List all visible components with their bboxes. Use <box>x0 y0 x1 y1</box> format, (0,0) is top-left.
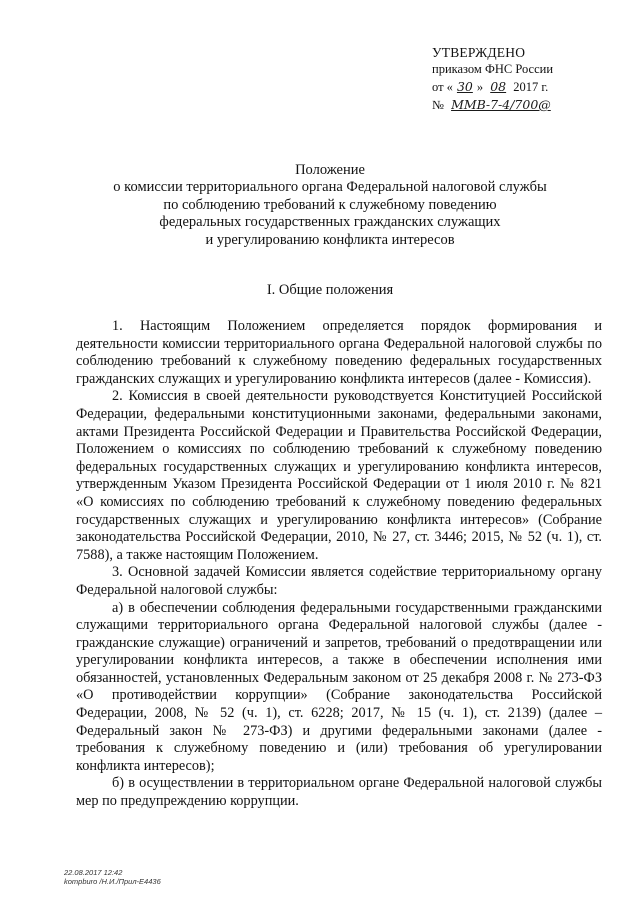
approval-title: УТВЕРЖДЕНО <box>432 45 526 60</box>
paragraph-2: 2. Комиссия в своей деятельности руководствуется Конституцией Российской Федерации, федеральными конституционными законами, федеральными законами, актами Президента Российской Федерации и Правительства Российской Федерации, Положением о комиссиях по соблюдению требований к служебному поведению федеральных государственных служащих и урегулированию конфликта интересов, утвержденным Указом Президента Российской Федерации от 1 июля 2010 г. № 821 «О комиссиях по соблюдению требований к служебному поведению федеральных государственных служащих и урегулированию конфликта интересов» (Собрание законодательства Российской Федерации, 2010, № 27, ст. 3446; 2015, № 52 (ч. 1), ст. 7588), а также настоящим Положением. <box>76 388 602 563</box>
approval-stamp <box>432 44 555 114</box>
title-line-2: о комиссии территориального органа Федеральной налоговой службы <box>113 179 547 196</box>
number-value: ММВ-7-4/700@ <box>451 97 551 112</box>
document-body <box>76 318 602 811</box>
title-line-1: Положение <box>295 162 365 178</box>
section-heading: I. Общие положения <box>266 282 394 298</box>
date-year: 2017 г. <box>513 80 549 94</box>
footer-file: kompburo /Н.И./Прил-Е4436 <box>64 877 161 886</box>
date-sep: » <box>476 80 484 94</box>
paragraph-3: 3. Основной задачей Комиссии является содействие территориальному органу Федеральной налоговой службы: <box>76 564 602 598</box>
date-month: 08 <box>490 79 507 94</box>
title-line-5: и урегулированию конфликта интересов <box>205 231 455 248</box>
title-line-3: по соблюдению требований к служебному поведению <box>163 196 497 213</box>
date-day: 30 <box>456 79 473 94</box>
footer-timestamp: 22.08.2017 12:42 <box>64 868 123 877</box>
date-prefix: от « <box>432 80 453 94</box>
approval-number <box>432 96 555 114</box>
approval-date <box>432 78 555 96</box>
title-line-4: федеральных государственных гражданских служащих <box>159 214 501 231</box>
print-footer <box>64 868 161 886</box>
paragraph-1: 1. Настоящим Положением определяется порядок формирования и деятельности комиссии территориального органа Федеральной налоговой службы по соблюдению требований к служебному поведению федеральных государственных гражданских служащих и урегулированию конфликта интересов (далее - Комиссия). <box>76 318 602 387</box>
paragraph-3a: а) в обеспечении соблюдения федеральными государственными гражданскими служащими территориального органа Федеральной налоговой службы (далее - гражданские служащие) ограничений и запретов, требований о предотвращении или урегулировании конфликта интересов, а также в обеспечении исполнения ими обязанностей, установленных Федеральным законом от 25 декабря 2008 г. № 273-ФЗ «О противодействии коррупции» (Собрание законодательства Российской Федерации, 2008, № 52 (ч. 1), ст. 6228; 2017, № 15 (ч. 1), ст. 2139) (далее – Федеральный закон № 273-ФЗ) и другими федеральными законами (далее - требования к служебному поведению и (или) требования об урегулировании конфликта интересов); <box>76 599 602 774</box>
number-prefix: № <box>432 98 444 112</box>
document-title <box>60 162 600 249</box>
approval-order: приказом ФНС России <box>432 62 554 76</box>
paragraph-3b: б) в осуществлении в территориальном органе Федеральной налоговой службы мер по предупреждению коррупции. <box>76 775 602 810</box>
